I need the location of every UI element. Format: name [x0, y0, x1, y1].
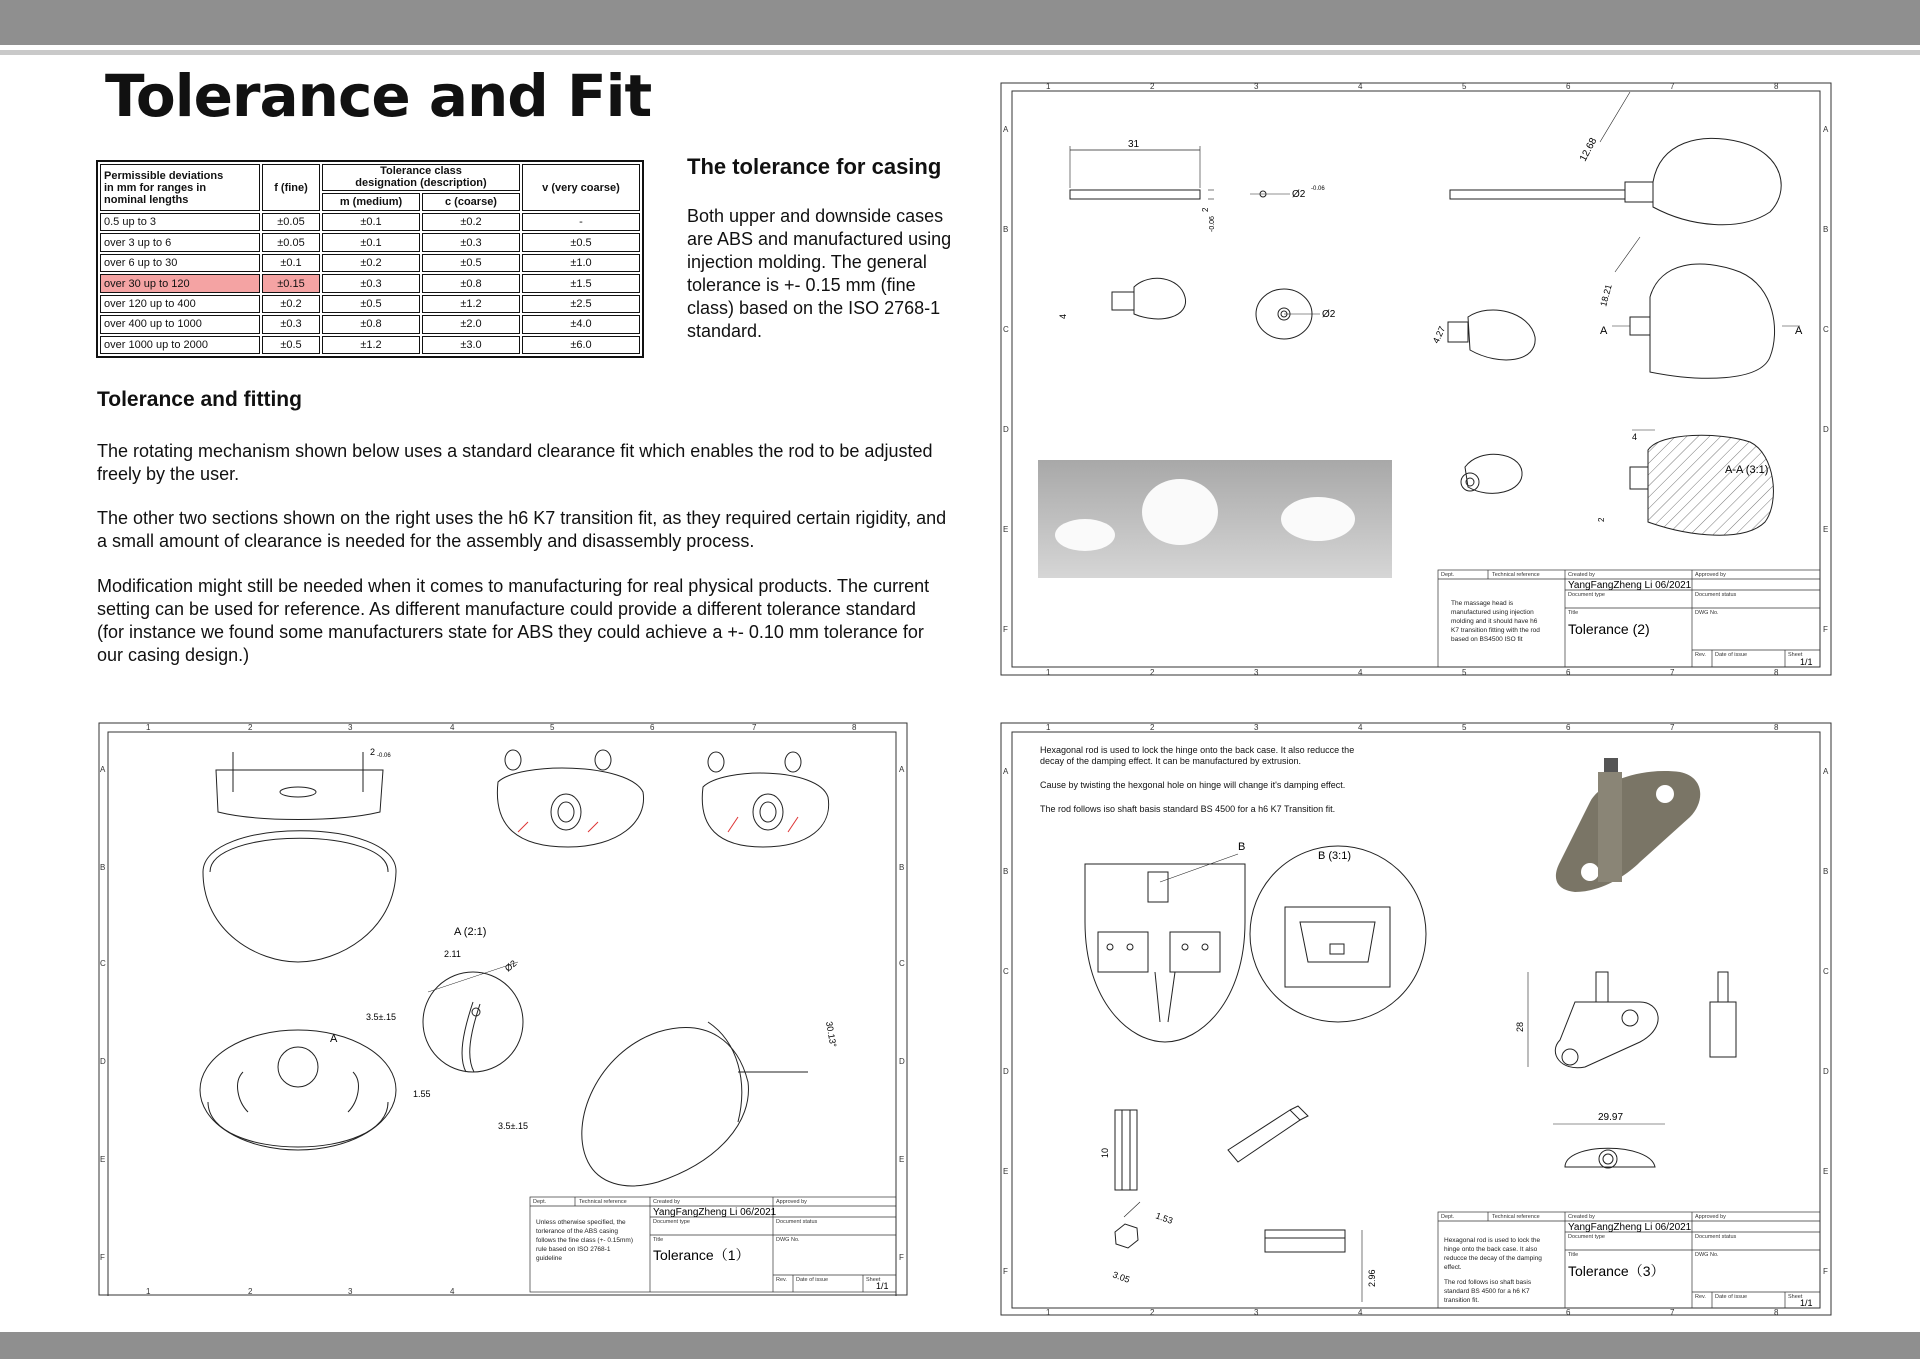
grid-row: A	[1823, 767, 1829, 776]
grid-col: 2	[248, 1287, 253, 1296]
dim-2: 2	[370, 747, 376, 757]
tb-created-by: Created by	[1568, 1214, 1595, 1220]
bottom-bar	[0, 1332, 1920, 1359]
dim-296: 2.96	[1367, 1269, 1377, 1287]
tb-sheet: Sheet	[1788, 652, 1803, 658]
cell-range: over 30 up to 120	[100, 274, 260, 292]
grid-row: C	[100, 959, 106, 968]
dim-4-section: 4	[1632, 432, 1638, 442]
grid-col: 1	[146, 1287, 151, 1296]
tb-note-line: reducce the decay of the damping	[1444, 1255, 1542, 1262]
cell-c: ±1.2	[422, 295, 520, 313]
tb-dwg-no: DWG No.	[1695, 610, 1719, 616]
grid-col: 1	[1046, 723, 1051, 732]
fitting-paragraph-2: The other two sections shown on the right uses the h6 K7 transition fit, as they required certain rigidity, and a small amount of clearance is needed for the assembly and disassembly process.	[97, 508, 947, 551]
tb-author: YangFangZheng Li 06/2021	[1568, 1222, 1692, 1233]
grid-col: 8	[1774, 1308, 1779, 1316]
drawing-sheet-tolerance-3	[1000, 722, 1832, 1316]
detail-label-b: B (3:1)	[1318, 850, 1352, 862]
table-row	[100, 295, 640, 313]
dim-diameter: Ø2	[502, 958, 519, 974]
grid-col: 1	[1046, 82, 1051, 91]
cell-m: ±0.1	[322, 233, 420, 251]
table-row	[100, 336, 640, 354]
sheet-svg	[1000, 82, 1832, 676]
cell-v: ±1.5	[522, 274, 640, 292]
cell-v: ±0.5	[522, 233, 640, 251]
dim-006-b: -0.06	[1311, 186, 1325, 192]
tb-note-line: K7 transition fitting with the rod	[1451, 627, 1540, 634]
cell-f: ±0.3	[262, 315, 320, 333]
tb-rev: Rev.	[1695, 652, 1706, 658]
cell-f: ±0.5	[262, 336, 320, 354]
section-label-a-a: A-A (3:1)	[1725, 464, 1769, 476]
tb-title: Tolerance（3）	[1568, 1263, 1665, 1279]
cell-v: -	[522, 213, 640, 231]
cell-c: ±0.2	[422, 213, 520, 231]
grid-col: 1	[1046, 668, 1051, 676]
cell-f: ±0.1	[262, 254, 320, 272]
tb-note-line: based on BS4500 ISO fit	[1451, 636, 1523, 643]
tb-doc-status: Document status	[1695, 1234, 1737, 1240]
dim-35-b: 3.5±.15	[498, 1121, 528, 1131]
grid-row: D	[899, 1057, 905, 1066]
cell-f: ±0.05	[262, 213, 320, 231]
fitting-paragraph-1: The rotating mechanism shown below uses a standard clearance fit which enables the rod to be adjusted freely by the user.	[97, 441, 933, 484]
grid-col: 3	[1254, 82, 1259, 91]
grid-row: F	[1003, 1267, 1008, 1276]
cell-range: over 1000 up to 2000	[100, 336, 260, 354]
top-bar	[0, 0, 1920, 45]
grid-col: 2	[1150, 1308, 1155, 1316]
grid-row: B	[1823, 867, 1829, 876]
tb-note-line: The massage head is	[1451, 600, 1514, 607]
grid-col: 4	[1358, 82, 1363, 91]
cell-v: ±6.0	[522, 336, 640, 354]
tb-created-by: Created by	[1568, 572, 1595, 578]
grid-col: 8	[852, 723, 857, 732]
dim-427: 4.27	[1430, 324, 1448, 345]
grid-col: 4	[1358, 1308, 1363, 1316]
dim-211: 2.11	[444, 949, 461, 959]
grid-row: C	[1823, 325, 1829, 334]
grid-col: 8	[1774, 723, 1779, 732]
tb-sheet-value: 1/1	[1800, 657, 1813, 667]
header-class-line: designation (description)	[355, 177, 487, 190]
casing-heading: The tolerance for casing	[687, 154, 942, 179]
grid-col: 4	[1358, 723, 1363, 732]
grid-col: 6	[1566, 82, 1571, 91]
grid-col: 4	[1358, 668, 1363, 676]
tb-created-by: Created by	[653, 1199, 680, 1205]
section-a-a-view	[1630, 430, 1773, 535]
header-very-coarse: v (very coarse)	[522, 164, 640, 211]
grid-row: F	[1003, 625, 1008, 634]
tb-note-line: Hexagonal rod is used to lock the	[1444, 1237, 1541, 1244]
grid-col: 1	[146, 723, 151, 732]
grid-row: E	[100, 1155, 106, 1164]
grid-row: D	[1823, 425, 1829, 434]
cell-range: over 3 up to 6	[100, 233, 260, 251]
header-note-line: Hexagonal rod is used to lock the hinge onto the back case. It also reducce the	[1040, 745, 1355, 755]
grid-row: E	[1003, 525, 1009, 534]
cell-f: ±0.2	[262, 295, 320, 313]
tb-sheet: Sheet	[866, 1277, 881, 1283]
grid-col: 4	[450, 723, 455, 732]
grid-col: 8	[1774, 668, 1779, 676]
tb-note-line: Unless otherwise specified, the	[536, 1219, 626, 1226]
grid-row: D	[1823, 1067, 1829, 1076]
sheet-svg	[98, 722, 908, 1296]
fitting-paragraph-3: Modification might still be needed when it comes to manufacturing for real physical products. The current setting can be used for reference. As different manufacture could provide a different tolerance standard (for instance we found some manufacturers state for ABS they could achieve a +- 0.10 mm tolerance for our casing design.)	[97, 576, 930, 665]
tb-tech-ref: Technical reference	[579, 1199, 627, 1205]
grid-row: E	[1823, 525, 1829, 534]
dim-10: 10	[1100, 1147, 1110, 1158]
tb-date-issue: Date of issue	[796, 1277, 829, 1283]
grid-col: 6	[1566, 1308, 1571, 1316]
tb-note-line: molding and it should have h6	[1451, 618, 1538, 625]
tb-doc-type: Document type	[653, 1219, 690, 1225]
tb-title: Tolerance (2)	[1568, 621, 1650, 637]
grid-row: B	[1003, 867, 1009, 876]
grid-col: 6	[650, 723, 655, 732]
table-row	[100, 233, 640, 251]
cell-m: ±0.3	[322, 274, 420, 292]
dim-31: 31	[1128, 139, 1140, 150]
grid-row: C	[1003, 325, 1009, 334]
grid-col: 5	[1462, 82, 1467, 91]
table-row	[100, 315, 640, 333]
tb-doc-type: Document type	[1568, 1234, 1605, 1240]
grid-col: 7	[1670, 723, 1675, 732]
grid-col: 6	[1566, 723, 1571, 732]
grid-row: D	[1003, 425, 1009, 434]
cell-c: ±3.0	[422, 336, 520, 354]
sheet-svg	[1000, 722, 1832, 1316]
tb-note-line: manufactured using injection	[1451, 609, 1534, 616]
header-ranges-line: in mm for ranges in	[104, 181, 207, 194]
grid-col: 3	[348, 1287, 353, 1296]
grid-row: A	[100, 765, 106, 774]
grid-row: C	[899, 959, 905, 968]
tb-title-label: Title	[1568, 1252, 1579, 1258]
header-note-line: The rod follows iso shaft basis standard BS 4500 for a h6 K7 Transition fit.	[1040, 804, 1336, 814]
dim-153: 1.53	[1154, 1210, 1175, 1226]
tb-title-label: Title	[653, 1237, 664, 1243]
grid-row: F	[1823, 1267, 1828, 1276]
grid-row: D	[1003, 1067, 1009, 1076]
tb-tech-ref: Technical reference	[1492, 1214, 1540, 1220]
grid-col: 6	[1566, 668, 1571, 676]
tb-note-line: effect.	[1444, 1264, 1462, 1271]
tb-title: Tolerance（1）	[653, 1247, 750, 1263]
grid-row: A	[1823, 125, 1829, 134]
drawing-sheet-tolerance-2	[1000, 82, 1832, 676]
tb-sheet-value: 1/1	[876, 1281, 889, 1291]
grid-col: 1	[1046, 1308, 1051, 1316]
tb-approved-by: Approved by	[776, 1199, 807, 1205]
cell-m: ±0.5	[322, 295, 420, 313]
grid-row: E	[899, 1155, 905, 1164]
tb-rev: Rev.	[776, 1277, 787, 1283]
grid-col: 7	[1670, 82, 1675, 91]
tb-note-line: standard BS 4500 for a h6 K7	[1444, 1288, 1530, 1295]
table-row	[100, 213, 640, 231]
grid-col: 7	[1670, 1308, 1675, 1316]
dim-1268: 12.68	[1577, 136, 1600, 164]
grid-col: 7	[1670, 668, 1675, 676]
sheet-border	[99, 723, 907, 1295]
grid-col: 8	[1774, 82, 1779, 91]
table-row	[100, 254, 640, 272]
tb-approved-by: Approved by	[1695, 1214, 1726, 1220]
dim-305: 3.05	[1111, 1269, 1132, 1285]
tb-dept: Dept.	[1441, 572, 1455, 578]
cell-v: ±2.5	[522, 295, 640, 313]
cell-m: ±0.2	[322, 254, 420, 272]
header-class-group	[322, 164, 520, 191]
cell-m: ±0.8	[322, 315, 420, 333]
header-note-line: decay of the damping effect. It can be manufactured by extrusion.	[1040, 756, 1301, 766]
tb-note-line: The rod follows iso shaft basis	[1444, 1279, 1532, 1286]
tb-doc-status: Document status	[776, 1219, 818, 1225]
cell-v: ±4.0	[522, 315, 640, 333]
tb-approved-by: Approved by	[1695, 572, 1726, 578]
tb-doc-status: Document status	[1695, 592, 1737, 598]
dim-diameter-2: Ø2	[1322, 309, 1336, 320]
cell-range: over 120 up to 400	[100, 295, 260, 313]
tb-dept: Dept.	[533, 1199, 547, 1205]
dim-155: 1.55	[413, 1089, 431, 1099]
grid-col: 5	[1462, 668, 1467, 676]
dim-006: -0.06	[1209, 216, 1216, 232]
grid-col: 2	[1150, 723, 1155, 732]
dim-006: -0.06	[377, 753, 391, 759]
grid-row: C	[1823, 967, 1829, 976]
grid-col: 5	[1462, 723, 1467, 732]
grid-col: 3	[348, 723, 353, 732]
tb-title-label: Title	[1568, 610, 1579, 616]
grid-row: E	[1823, 1167, 1829, 1176]
grid-col: 5	[550, 723, 555, 732]
grid-row: A	[1003, 767, 1009, 776]
grid-col: 2	[248, 723, 253, 732]
grid-row: D	[100, 1057, 106, 1066]
section-marker-a-left: A	[1600, 325, 1608, 337]
drawing-sheet-tolerance-1	[98, 722, 908, 1296]
tb-doc-type: Document type	[1568, 592, 1605, 598]
detail-label-a: A (2:1)	[454, 926, 487, 938]
header-coarse: c (coarse)	[422, 193, 520, 211]
dim-3013: 30.13°	[824, 1020, 839, 1049]
header-note-line: Cause by twisting the hexgonal hole on hinge will change it's damping effect.	[1040, 780, 1346, 790]
grid-row: A	[899, 765, 905, 774]
detail-marker-a: A	[330, 1033, 338, 1045]
fitting-heading: Tolerance and fitting	[97, 388, 302, 411]
tb-date-issue: Date of issue	[1715, 1294, 1748, 1300]
dim-2-section: 2	[1597, 517, 1606, 522]
grid-col: 2	[1150, 82, 1155, 91]
grid-row: F	[100, 1253, 105, 1262]
dim-28: 28	[1515, 1021, 1525, 1032]
cell-f: ±0.15	[262, 274, 320, 292]
tb-dwg-no: DWG No.	[776, 1237, 800, 1243]
cell-c: ±2.0	[422, 315, 520, 333]
massage-head-render-image	[1038, 460, 1392, 578]
table-row-highlighted	[100, 274, 640, 292]
grid-row: E	[1003, 1167, 1009, 1176]
header-ranges	[100, 164, 260, 211]
header-medium: m (medium)	[322, 193, 420, 211]
header-ranges-line: nominal lengths	[104, 193, 189, 206]
tb-date-issue: Date of issue	[1715, 652, 1748, 658]
cell-range: 0.5 up to 3	[100, 213, 260, 231]
grid-row: C	[1003, 967, 1009, 976]
grid-row: B	[1003, 225, 1009, 234]
cell-f: ±0.05	[262, 233, 320, 251]
grid-row: F	[1823, 625, 1828, 634]
header-class-line: Tolerance class	[380, 165, 462, 178]
cell-v: ±1.0	[522, 254, 640, 272]
grid-row: B	[1823, 225, 1829, 234]
grid-col: 3	[1254, 723, 1259, 732]
casing-text: Both upper and downside cases are ABS and manufactured using injection molding. The general tolerance is +- 0.15 mm (fine class) based on the ISO 2768-1 standard.	[687, 206, 952, 341]
cell-range: over 400 up to 1000	[100, 315, 260, 333]
tb-author: YangFangZheng Li 06/2021	[1568, 580, 1692, 591]
grid-col: 4	[450, 1287, 455, 1296]
tb-tech-ref: Technical reference	[1492, 572, 1540, 578]
grid-row: B	[899, 863, 905, 872]
tolerance-table	[96, 160, 644, 358]
tb-sheet-value: 1/1	[1800, 1298, 1813, 1308]
tb-rev: Rev.	[1695, 1294, 1706, 1300]
page-title: Tolerance and Fit	[105, 62, 652, 130]
dim-2: 2	[1201, 207, 1210, 212]
dim-2997: 29.97	[1598, 1112, 1624, 1123]
cell-m: ±0.1	[322, 213, 420, 231]
tb-note-line: transition fit.	[1444, 1297, 1480, 1304]
cell-c: ±0.5	[422, 254, 520, 272]
tb-author: YangFangZheng Li 06/2021	[653, 1207, 777, 1218]
grid-col: 3	[1254, 1308, 1259, 1316]
dim-4: 4	[1058, 313, 1068, 319]
tb-sheet: Sheet	[1788, 1294, 1803, 1300]
header-ranges-line: Permissible deviations	[104, 169, 224, 182]
top-rule	[0, 50, 1920, 55]
tb-dept: Dept.	[1441, 1214, 1455, 1220]
grid-col: 2	[1150, 668, 1155, 676]
grid-row: B	[100, 863, 106, 872]
sheet-border	[1001, 83, 1831, 675]
dim-35-a: 3.5±.15	[366, 1012, 396, 1022]
cell-m: ±1.2	[322, 336, 420, 354]
tb-note-line: guideline	[536, 1255, 563, 1262]
tb-note-line: rule based on ISO 2768-1	[536, 1246, 611, 1253]
dim-1821: 18.21	[1598, 283, 1614, 308]
grid-col: 7	[752, 723, 757, 732]
header-fine: f (fine)	[262, 164, 320, 211]
dim-diameter: Ø2	[1292, 189, 1306, 200]
section-marker-a-right: A	[1795, 325, 1803, 337]
tb-note-line: follows the fine class (+- 0.15mm)	[536, 1237, 633, 1244]
tb-dwg-no: DWG No.	[1695, 1252, 1719, 1258]
detail-marker-b: B	[1238, 841, 1246, 853]
cell-range: over 6 up to 30	[100, 254, 260, 272]
tb-note-line: torlerance of the ABS casing	[536, 1228, 619, 1235]
cell-c: ±0.8	[422, 274, 520, 292]
grid-row: F	[899, 1253, 904, 1262]
grid-row: A	[1003, 125, 1009, 134]
tb-note-line: hinge onto the back case. It also	[1444, 1246, 1538, 1253]
grid-col: 3	[1254, 668, 1259, 676]
cell-c: ±0.3	[422, 233, 520, 251]
